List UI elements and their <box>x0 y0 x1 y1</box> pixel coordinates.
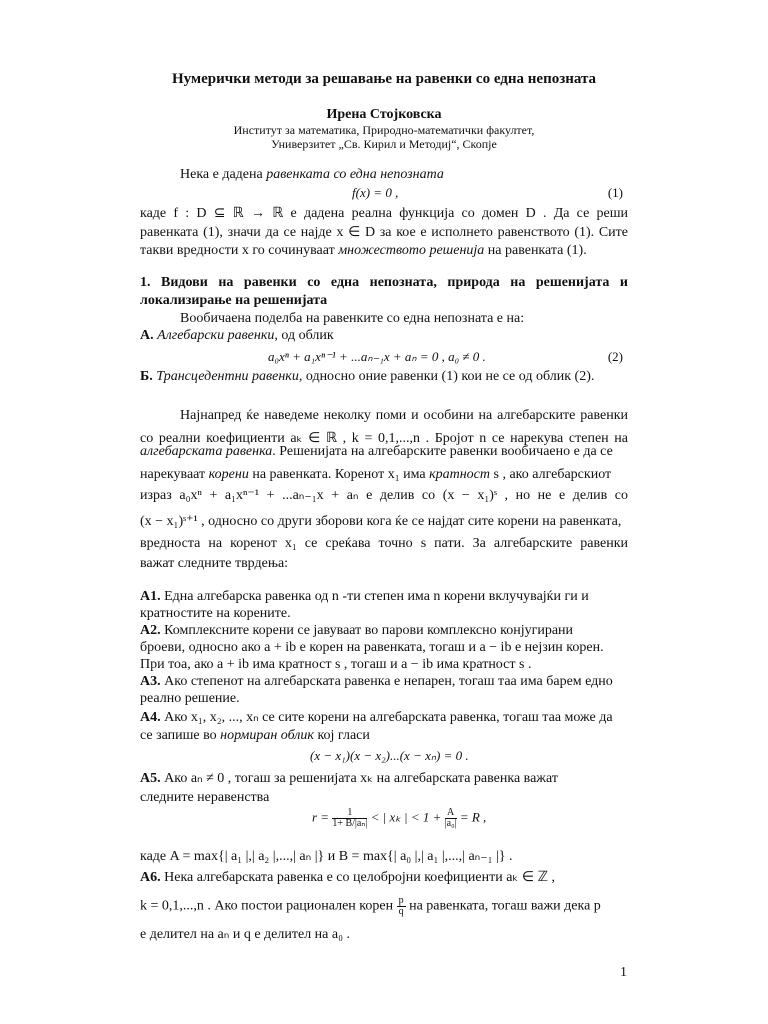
claim-a5-line-1: А5. Ако aₙ ≠ 0 , тогаш за решенијата xₖ на алгебарската равенка важат <box>140 771 558 786</box>
intro-text: Нека е дадена <box>180 167 267 182</box>
fraction-upper: $\frac{A}{\text{|a₀|}}$ <box>444 807 457 829</box>
intro-line-4: такви вредности x го сочинуваат множеството решенија на равенката (1). <box>140 243 587 258</box>
para2-line-3-text: алгебарската равенка. Решенијата на алгебарските равенки вообичаено е да се <box>140 444 613 459</box>
intro-line-1 <box>180 166 444 184</box>
para2-line-2: со реални коефициенти aₖ ∈ ℝ , k = 0,1,...,n . Бројот n се нарекува степен на <box>140 431 628 446</box>
equation-2: a₀xⁿ + a₁xⁿ⁻¹ + ...aₙ₋₁x + aₙ = 0 , a₀ ≠ 0 . <box>268 349 486 364</box>
author-name: Ирена Стојковска <box>326 107 442 122</box>
affiliation-line-1: Институт за математика, Природно-математички факултет, <box>233 123 535 137</box>
equation-2-number: (2) <box>607 349 623 364</box>
claim-a3-line-2: реално решение. <box>140 691 240 706</box>
para2-line-5: израз a₀xⁿ + a₁xⁿ⁻¹ + ...aₙ₋₁x + aₙ е делив со (x − x₁)ˢ , но не е делив со <box>140 488 628 503</box>
intro-italic: равенката со една непозната <box>266 167 444 182</box>
claim-a5-line-2: следните неравенства <box>140 790 270 805</box>
equation-normed-form: (x − x₁)(x − x₂)...(x − xₙ) = 0 . <box>310 748 469 763</box>
inequality-bounds: r = $\frac{1}{\text{1+ B/|aₙ|}}$ < | xₖ | < 1 + $\frac{A}{\text{|a₀|}}$ = R , <box>312 807 487 829</box>
intro-line-2: каде f : D ⊆ ℝ → ℝ е дадена реална функција со домен D . Да се реши <box>140 206 628 221</box>
claim-a2-line-3: При тоа, ако a + ib има кратност s , тогаш и a − ib има кратност s . <box>140 657 532 672</box>
claim-a4-line-2: се запише во нормиран облик кој гласи <box>140 728 370 743</box>
para2-line-6: (x − x₁)ˢ⁺¹ , односно со други зборови кога ќе се најдат сите корени на равенката, <box>140 514 622 529</box>
item-b: Б. Трансцедентни равенки, односно оние равенки (1) кои не се од облик (2). <box>140 369 595 384</box>
item-a: А. Алгебарски равенки, од облик <box>140 328 334 343</box>
section-heading-line-1: 1. Видови на равенки со една непозната, природа на решенијата и <box>140 275 628 290</box>
claim-a2-line-1: А2. Комплексните корени се јавуваат во парови комплексно конјугирани <box>140 623 574 638</box>
claim-a1-line-2: кратностите на корените. <box>140 606 291 621</box>
claim-a3-line-1: А3. Ако степенот на алгебарската равенка е непарен, тогаш таа има барем едно <box>140 674 613 689</box>
para2-line-8: важат следните тврдења: <box>140 556 289 571</box>
equation-1: f(x) = 0 , <box>352 185 399 200</box>
equation-1-number: (1) <box>607 185 623 200</box>
claim-a4-line-1: А4. Ако x₁, x₂, ..., xₙ се сите корени на алгебарската равенка, тогаш таа може да <box>140 710 613 725</box>
section-heading-line-2: локализирање на решенијата <box>140 293 328 308</box>
claim-a6-line-1: А6. Нека алгебарската равенка е со целобројни коефициенти aₖ ∈ ℤ , <box>140 870 556 885</box>
paper-title: Нумерички методи за решавање на равенки со една непозната <box>171 71 597 87</box>
para2-line-7: вредноста на коренот x₁ се среќава точно s пати. За алгебарските равенки <box>140 536 628 551</box>
intro-line-3: равенката (1), значи да се најде x ∈ D за кое е исполнето равенството (1). Сите <box>140 225 628 240</box>
para2-line-1: Најнапред ќе наведеме неколку поми и особини на алгебарските равенки <box>180 408 628 423</box>
page-number: 1 <box>620 965 627 980</box>
claim-a6-line-2: k = 0,1,...,n . Ако постои рационален корен $\frac{p}{q}$ на равенката, тогаш важи дека p <box>140 895 601 917</box>
claim-a6-line-3: е делител на aₙ и q е делител на a₀ . <box>140 927 350 942</box>
claim-a5-line-3: каде A = max{| a₁ |,| a₂ |,...,| aₙ |} и B = max{| a₀ |,| a₁ |,...,| aₙ₋₁ |} . <box>140 849 513 864</box>
affiliation-line-2: Универзитет „Св. Кирил и Методиј“, Скопје <box>271 137 497 151</box>
para2-line-4: нарекуваат корени на равенката. Коренот x₁ има кратност s , ако алгебарскиот <box>140 467 612 482</box>
fraction-lower: $\frac{1}{\text{1+ B/|aₙ|}}$ <box>332 807 368 829</box>
fraction-p-q: $\frac{p}{q}$ <box>398 895 404 917</box>
section-para-1: Вообичаена поделба на равенките со една непозната е на: <box>180 311 525 326</box>
claim-a2-line-2: броеви, односно ако a + ib е корен на равенката, тогаш и a − ib е нејзин корен. <box>140 640 604 655</box>
claim-a1-line-1: А1. Една алгебарска равенка од n -ти степен има n корени вклучувајќи ги и <box>140 589 589 604</box>
